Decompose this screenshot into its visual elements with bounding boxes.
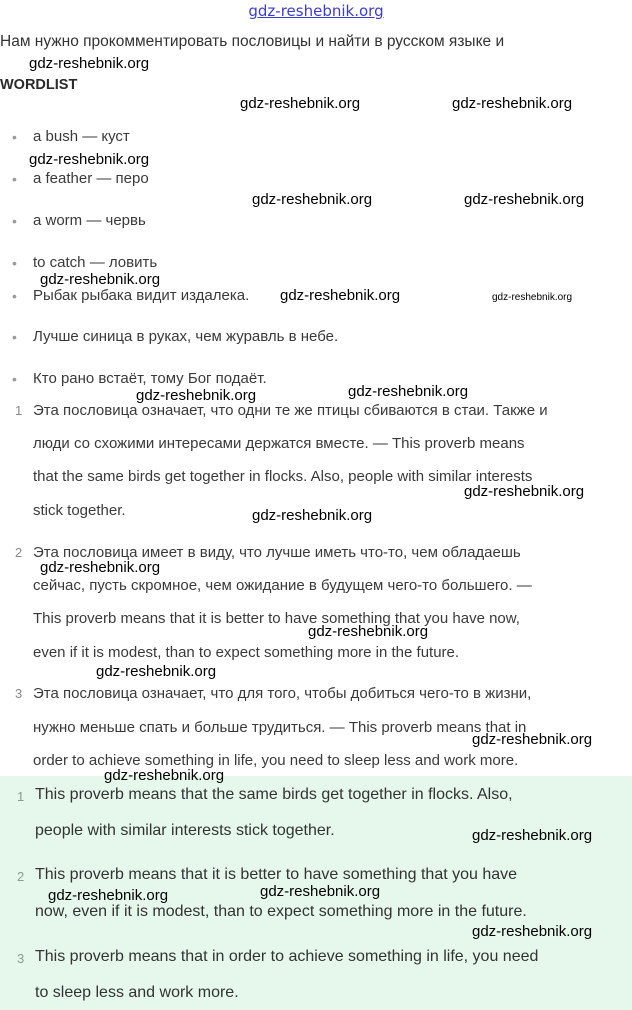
bullet-icon: • (12, 371, 17, 387)
translation-number: 1 (17, 789, 25, 804)
answer-line: Эта пословица имеет в виду, что лучше иметь что-то, чем обладаешь (33, 544, 521, 561)
watermark: gdz-reshebnik.org (472, 731, 593, 748)
translation-line: people with similar interests stick together. (35, 822, 335, 839)
list-item: a bush — куст (33, 128, 130, 145)
watermark: gdz-reshebnik.org (472, 827, 593, 844)
answer-line: нужно меньше спать и больше трудиться. — This proverb means that in (33, 719, 527, 736)
answer-line: Эта пословица означает, что одни те же птицы сбиваются в стаи. Также и (33, 402, 548, 419)
watermark: gdz-reshebnik.org (104, 767, 225, 784)
answer-line: сейчас, пусть скромное, чем ожидание в будущем чего-то большего. — (33, 577, 532, 594)
watermark: gdz-reshebnik.org (308, 623, 429, 640)
site-header-link[interactable]: gdz-reshebnik.org (248, 2, 384, 20)
answer-line: that the same birds get together in flocks. Also, people with similar interests (33, 468, 533, 485)
translation-line: This proverb means that it is better to have something that you have (35, 866, 518, 883)
list-item: a worm — червь (33, 212, 146, 229)
answer-line: This proverb means that it is better to have something that you have now, (33, 610, 520, 627)
bullet-icon: • (12, 213, 17, 229)
translation-line: This proverb means that the same birds get together in flocks. Also, (35, 786, 513, 803)
answer-line: stick together. (33, 502, 126, 519)
answer-number: 3 (15, 686, 23, 701)
watermark: gdz-reshebnik.org (452, 95, 573, 112)
wordlist-title: WORDLIST (0, 77, 78, 93)
watermark: gdz-reshebnik.org (40, 271, 161, 288)
watermark: gdz-reshebnik.org (240, 95, 361, 112)
list-item: Лучше синица в руках, чем журавль в небе. (33, 328, 339, 345)
watermark: gdz-reshebnik.org (464, 483, 585, 500)
answer-number: 2 (15, 545, 23, 560)
list-item: to catch — ловить (33, 254, 158, 271)
list-item: Кто рано встаёт, тому Бог подаёт. (33, 370, 267, 387)
watermark: gdz-reshebnik.org (348, 383, 469, 400)
translation-line: now, even if it is modest, than to expect something more in the future. (35, 903, 527, 920)
answer-line: Эта пословица означает, что для того, чтобы добиться чего-то в жизни, (33, 685, 532, 702)
translation-number: 2 (17, 869, 25, 884)
watermark: gdz-reshebnik.org (29, 55, 150, 72)
watermark: gdz-reshebnik.org (280, 287, 401, 304)
watermark: gdz-reshebnik.org (252, 507, 373, 524)
answer-line: люди со схожими интересами держатся вместе. — This proverb means (33, 435, 525, 452)
answer-number: 1 (15, 403, 23, 418)
list-item: a feather — перо (33, 170, 149, 187)
bullet-icon: • (12, 171, 17, 187)
bullet-icon: • (12, 329, 17, 345)
translation-line: to sleep less and work more. (35, 984, 239, 1001)
answer-line: order to achieve something in life, you need to sleep less and work more. (33, 752, 519, 769)
translation-line: This proverb means that in order to achieve something in life, you need (35, 948, 539, 965)
watermark: gdz-reshebnik.org (40, 559, 161, 576)
watermark: gdz-reshebnik.org (252, 191, 373, 208)
bullet-icon: • (12, 288, 17, 304)
bullet-icon: • (12, 129, 17, 145)
watermark: gdz-reshebnik.org (29, 151, 150, 168)
answer-line: even if it is modest, than to expect something more in the future. (33, 644, 460, 661)
watermark: gdz-reshebnik.org (464, 191, 585, 208)
bullet-icon: • (12, 255, 17, 271)
watermark: gdz-reshebnik.org (472, 923, 593, 940)
watermark: gdz-reshebnik.org (136, 387, 257, 404)
watermark: gdz-reshebnik.org (260, 883, 381, 900)
intro-text: Нам нужно прокомментировать пословицы и найти в русском языке и (0, 33, 505, 50)
watermark: gdz-reshebnik.org (48, 887, 169, 904)
list-item: Рыбак рыбака видит издалека. (33, 287, 250, 304)
watermark: gdz-reshebnik.org (492, 292, 573, 303)
watermark: gdz-reshebnik.org (96, 663, 217, 680)
translation-number: 3 (17, 951, 25, 966)
